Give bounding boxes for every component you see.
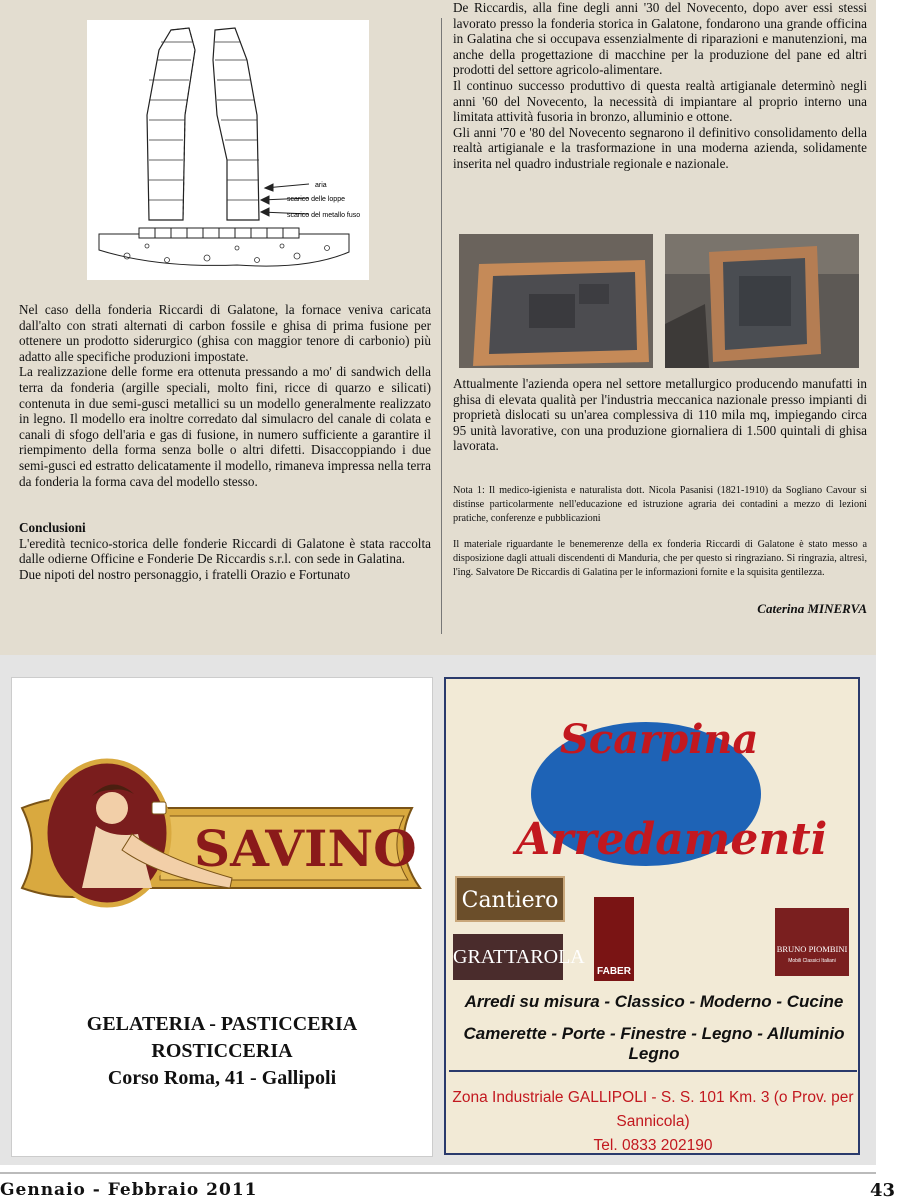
issue-date: Gennaio - Febbraio 2011	[0, 1180, 258, 1200]
furnace-diagram	[87, 20, 369, 280]
paragraph: L'eredità tecnico-storica delle fonderie Riccardi di Galatone è stata raccolta dalle odierne Officine e Fonderie De Riccardis s.r.l. con sede in Galatina.	[19, 535, 431, 567]
page-number: 43	[869, 1180, 895, 1201]
label-slag: scarico delle loppe	[287, 196, 345, 203]
paragraph: Attualmente l'azienda opera nel settore metallurgico producendo manufatti in ghisa di elevata qualità per l'industria meccanica nazionale presso impianti di proprietà dislocati su un'area complessiva di 110 mila mq, impiegando circa 95 unità lavorative, con una produzione giornaliera di 1.500 quintali di ghisa lavorata.	[453, 376, 867, 454]
article-right-column-bottom	[453, 376, 867, 454]
savino-line-2: ROSTICCERIA	[151, 1040, 293, 1062]
savino-ad	[11, 677, 433, 1157]
brand-bruno: BRUNO PIOMBINI	[776, 944, 848, 954]
scarpina-line-2: Camerette - Porte - Finestre - Legno - Alluminio Legno	[463, 1024, 845, 1063]
brand-bruno-sub: Mobili Classici Italiani	[788, 958, 836, 964]
scarpina-contact	[449, 1070, 857, 1152]
brand-cantiero: Cantiero	[455, 876, 565, 922]
foundry-mould-photo-1	[459, 234, 653, 368]
savino-logo	[12, 738, 432, 968]
footer-rule	[0, 1172, 876, 1174]
acknowledgements: Il materiale riguardante le benemerenze della ex fonderia Riccardi di Galatone è stato messo a disposizione dagli attuali discendenti di Manduria, che per questo si ringraziano. Si ringrazia, altresì, l'ing. Salvatore De Riccardis di Galatina per le informazioni fornite e la squisita gentilezza.	[453, 539, 867, 578]
brand-faber: FABER	[597, 966, 631, 977]
savino-line-3: Corso Roma, 41 - Gallipoli	[107, 1067, 337, 1089]
savino-logo-text: SAVINO	[194, 819, 417, 878]
scarpina-title-2: Arredamenti	[516, 814, 828, 865]
savino-line-1: GELATERIA - PASTICCERIA	[86, 1013, 358, 1035]
conclusions-heading: Conclusioni	[19, 520, 86, 536]
scarpina-line-1: Arredi su misura - Classico - Moderno - Cucine	[464, 992, 844, 1011]
label-air: aria	[315, 182, 327, 189]
foundry-mould-photo-2	[665, 234, 859, 368]
scarpina-phone: Tel. 0833 202190	[593, 1137, 713, 1154]
paragraph: Il continuo successo produttivo di questa realtà artigianale determinò negli anni '60 del Novecento, la necessità di impiantare al proprio interno una limitata attività fusoria in bronzo, alluminio e ottone.	[453, 77, 867, 125]
scarpina-address: Zona Industriale GALLIPOLI - S. S. 101 Km. 3 (o Prov. per Sannicola)	[452, 1089, 854, 1130]
paragraph: La realizzazione delle forme era ottenuta pressando a mo' di sandwich della terra da fonderia (argille speciali, molto fini, ricce di quarzo e silicati) contenuta in due semi-gusci metallici su un modello generalmente realizzato in legno. Il modello era inoltre corredato dal simulacro del canale di colata e canali di sfogo dell'aria e gas di fusione, in numero sufficiente a garantire il riempimento della forma senza bolle o altri difetti. Disaccoppiando i due semi-gusci ed estratto delicatamente il modello, rimaneva impressa nella terra da fonderia la forma cava del modello stesso.	[19, 364, 431, 489]
paragraph: Nel caso della fonderia Riccardi di Galatone, la fornace veniva caricata dall'alto con strati alternati di carbon fossile e ghisa di prima fusione per ottenere un prodotto siderurgico (ghisa con maggior tenore di carbonio) più adatto alle specifiche produzioni impostate.	[19, 302, 431, 364]
article-right-column-top	[453, 0, 867, 172]
paragraph: Due nipoti del nostro personaggio, i fratelli Orazio e Fortunato	[19, 566, 351, 582]
brand-bruno-logo	[775, 908, 849, 976]
note-1: Nota 1: Il medico-igienista e naturalista dott. Nicola Pasanisi (1821-1910) da Sogliano Cavour si distinse particolarmente nell'educazione ed istruzione agraria dei contadini a mezzo di lezioni pratiche, conferenze e pubblicazioni	[453, 485, 867, 524]
label-metal: scarico del metallo fuso	[287, 212, 361, 219]
brand-faber-logo	[594, 897, 634, 981]
paragraph: Gli anni '70 e '80 del Novecento segnarono il definitivo consolidamento della realtà artigianale e la trasformazione in una moderna azienda, solidamente inserita nel quadro industriale regionale e nazionale.	[453, 124, 867, 171]
brand-grattarola: GRATTAROLA	[453, 934, 563, 980]
column-divider	[441, 18, 442, 634]
scarpina-title-1: Scarpina	[560, 716, 759, 763]
article-left-column	[19, 302, 431, 583]
author-signature: Caterina MINERVA	[757, 601, 867, 616]
footnotes	[453, 484, 867, 580]
paragraph: De Riccardis, alla fine degli anni '30 del Novecento, dopo aver essi stessi lavorato presso la fonderia storica in Galatone, fondarono una grande officina in Galatina che si occupava essenzialmente di riparazioni e manutenzioni, ma anche della progettazione di macchine per la produzione del pane ed altri prodotti del settore agricolo-alimentare.	[453, 0, 867, 78]
